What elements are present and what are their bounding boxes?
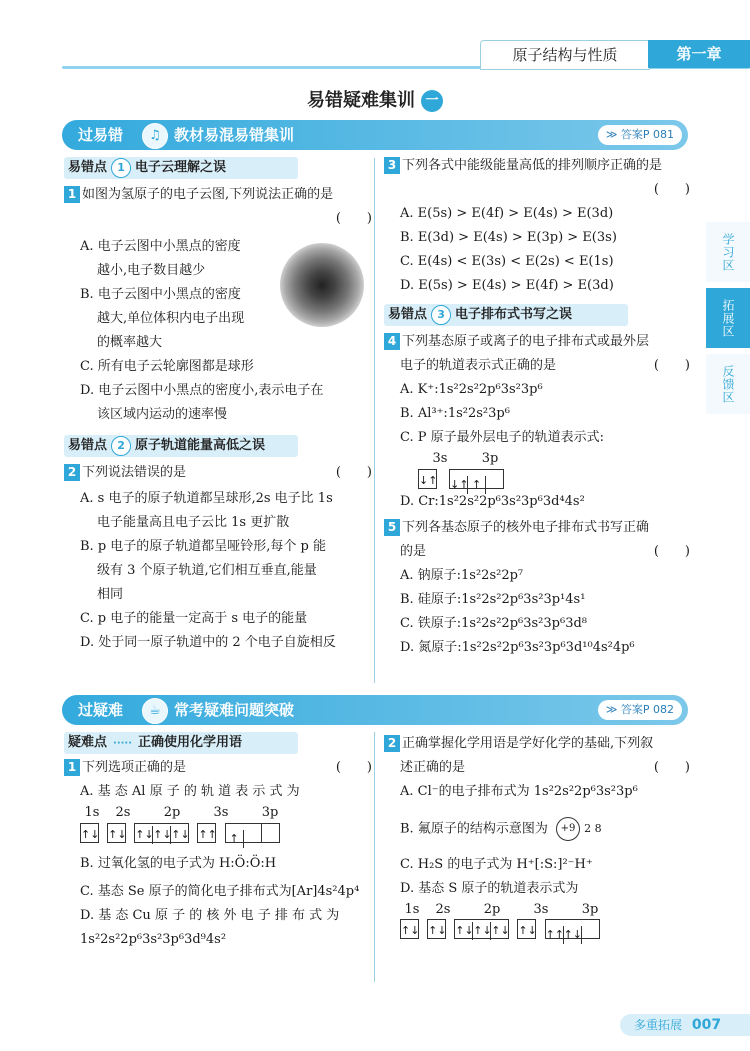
page-footer xyxy=(620,1014,750,1036)
option-c[interactable]: C. 基态 Se 原子的简化电子排布式为[Ar]4s²4p⁴ xyxy=(80,884,360,899)
q2-bracket[interactable]: ( ) xyxy=(335,465,372,480)
q4-orbital-labels xyxy=(400,450,690,468)
orbital-cell: ↑↓ xyxy=(491,924,510,937)
orbital-cell: ↑↓ xyxy=(153,826,171,844)
q4-text: 下列基态原子或离子的电子排布式或最外层 xyxy=(402,334,650,349)
orbital-label: 2s xyxy=(435,901,451,917)
answer-page-link[interactable]: ≫ 答案P 081 xyxy=(598,125,682,145)
p2-stem xyxy=(384,732,690,756)
option-b-cont: 级有 3 个原子轨道,它们相互垂直,能量 xyxy=(97,563,317,578)
q2-text: 下列说法错误的是 xyxy=(82,465,187,480)
orbital-label: 3p xyxy=(581,901,599,917)
q3-bracket[interactable]: ( ) xyxy=(653,182,690,197)
orbital-cell xyxy=(244,824,262,842)
electron-cloud-image xyxy=(280,243,364,327)
topic-chip-difficulty xyxy=(64,732,298,754)
option-d[interactable]: D. 基态 S 原子的轨道表示式为 xyxy=(400,880,579,896)
right-column-lower xyxy=(384,732,690,941)
p1-options xyxy=(64,780,372,952)
chip-title: 正确使用化学用语 xyxy=(138,735,243,750)
q2-number: 2 xyxy=(64,464,80,481)
bar-tag: 过疑难 xyxy=(78,701,124,719)
option-a[interactable]: A. s 电子的原子轨道都呈球形,2s 电子比 1s xyxy=(80,491,333,506)
orbital-cell: ↑↓ xyxy=(564,926,582,944)
option-b-row xyxy=(400,812,690,847)
q1-stem xyxy=(64,183,372,207)
q5-stem2 xyxy=(384,540,690,564)
option-c[interactable]: C. H₂S 的电子式为 H⁺[:S:]²⁻H⁺ xyxy=(400,856,593,872)
option-d-cont: 该区域内运动的速率慢 xyxy=(97,407,228,422)
p2-number: 2 xyxy=(384,735,400,752)
option-a[interactable]: A. E(5s) > E(4f) > E(4s) > E(3d) xyxy=(400,206,614,221)
option-d[interactable]: D. Cr:1s²2s²2p⁶3s²3p⁶3d⁴4s² xyxy=(400,494,585,509)
p2-options xyxy=(384,780,690,941)
option-a[interactable]: A. Cl⁻的电子排布式为 1s²2s²2p⁶3s²3p⁶ xyxy=(400,784,638,799)
p1-text: 下列选项正确的是 xyxy=(82,760,187,775)
orbital-cell: ↓↑ xyxy=(450,476,468,494)
orbital-label: 3p xyxy=(261,805,279,820)
orbital-box-1s xyxy=(400,919,419,939)
option-d[interactable]: D. 处于同一原子轨道中的 2 个电子自旋相反 xyxy=(80,635,336,650)
option-c[interactable]: C. 铁原子:1s²2s²2p⁶3s²3p⁶3d⁸ xyxy=(400,616,588,631)
chip-number: 3 xyxy=(431,305,451,325)
q1-text: 如图为氢原子的电子云图,下列说法正确的是 xyxy=(82,187,334,202)
orbital-cell: ↑↓ xyxy=(108,827,127,841)
electron-shells: 2 8 xyxy=(584,822,602,835)
option-b[interactable]: B. 氟原子的结构示意图为 xyxy=(400,821,548,837)
chip-number: 1 xyxy=(111,158,131,178)
p2-orbital-labels xyxy=(400,901,690,919)
cup-icon: ☕ xyxy=(142,698,168,724)
option-a[interactable]: A. 基 态 Al 原 子 的 轨 道 表 示 式 为 xyxy=(80,784,300,799)
bell-icon: ♫ xyxy=(142,123,168,149)
option-a-cont: 越小,电子数目越少 xyxy=(97,263,206,278)
p1-stem xyxy=(64,756,372,780)
orbital-cell xyxy=(262,824,279,842)
q1-bracket[interactable]: ( ) xyxy=(335,211,372,226)
option-b-cont2: 的概率越大 xyxy=(97,335,163,350)
option-b-cont2: 相同 xyxy=(97,587,124,602)
column-divider xyxy=(374,732,375,982)
q5-number: 5 xyxy=(384,519,400,536)
orbital-label: 2p xyxy=(163,805,181,820)
orbital-cell: ↑ xyxy=(226,830,244,848)
orbital-label: 1s xyxy=(404,901,420,917)
orbital-cell: ↑↓ xyxy=(81,827,100,841)
page-title xyxy=(0,86,750,112)
orbital-cell: ↓↑ xyxy=(419,473,438,487)
chip-label: 易错点 xyxy=(68,160,108,175)
option-b-cont: 越大,单位体积内电子出现 xyxy=(97,311,245,326)
orbital-cell: ↑↓ xyxy=(518,924,537,937)
orbital-cell xyxy=(582,920,599,938)
bar-tag: 过易错 xyxy=(78,126,124,144)
option-a-cont: 电子能量高且电子云比 1s 更扩散 xyxy=(97,515,290,530)
q5-options xyxy=(384,564,690,660)
option-b[interactable]: B. E(3d) > E(4s) > E(3p) > E(3s) xyxy=(400,230,617,245)
section-bar-difficulties xyxy=(62,695,688,725)
page-number: 007 xyxy=(691,1017,722,1033)
q5-stem xyxy=(384,516,690,540)
option-b[interactable]: B. 电子云图中小黑点的密度 xyxy=(80,287,241,302)
chip-label: 易错点 xyxy=(388,307,428,322)
p2-stem2 xyxy=(384,756,690,780)
q4-text-cont: 电子的轨道表示式正确的是 xyxy=(400,358,557,373)
column-divider xyxy=(374,158,375,683)
orbital-box-3p xyxy=(545,919,600,939)
orbital-box-2p xyxy=(454,919,509,939)
side-tab-study[interactable]: 学习区 xyxy=(706,222,750,282)
q4-options xyxy=(384,378,690,514)
q2-options xyxy=(64,487,372,655)
option-c[interactable]: C. 所有电子云轮廓图都是球形 xyxy=(80,359,254,374)
p1-orbital-labels xyxy=(80,804,372,822)
orbital-cell: ↑↓ xyxy=(135,826,153,844)
atomic-nucleus: +9 xyxy=(556,817,580,841)
left-column-lower xyxy=(64,732,372,952)
chapter-label: 第一章 xyxy=(648,40,750,68)
orbital-box-3p xyxy=(225,823,280,843)
orbital-label: 2p xyxy=(483,901,501,917)
orbital-box-1s xyxy=(80,823,99,843)
side-tab-feedback[interactable]: 反馈区 xyxy=(706,354,750,414)
orbital-cell: ↑ xyxy=(468,476,486,494)
orbital-box-2s xyxy=(107,823,126,843)
option-c[interactable]: C. E(4s) < E(3s) < E(2s) < E(1s) xyxy=(400,254,614,269)
side-tab-extend[interactable]: 拓展区 xyxy=(706,288,750,348)
q4-number: 4 xyxy=(384,333,400,350)
option-b[interactable]: B. 过氧化氢的电子式为 H:Ö:Ö:H xyxy=(80,856,277,871)
orbital-cell: ↑↓ xyxy=(455,922,473,940)
orbital-cell: ↑↓ xyxy=(428,924,447,937)
p1-number: 1 xyxy=(64,759,80,776)
q3-number: 3 xyxy=(384,157,400,174)
orbital-cell: ↑↓ xyxy=(401,924,420,937)
option-d[interactable]: D. 氮原子:1s²2s²2p⁶3s²3p⁶3d¹⁰4s²4p⁶ xyxy=(400,640,635,655)
orbital-box-2p xyxy=(134,823,189,843)
p2-text-cont: 述正确的是 xyxy=(400,760,466,775)
chip-title: 电子排布式书写之误 xyxy=(455,307,573,322)
left-column xyxy=(64,157,372,655)
orbital-box-3s xyxy=(517,919,536,939)
orbital-box-3p xyxy=(449,469,504,489)
orbital-cell xyxy=(486,470,503,488)
bar-subtitle: 教材易混易错集训 xyxy=(174,126,295,144)
q5-text-cont: 的是 xyxy=(400,544,427,559)
p1-orbital-diagram xyxy=(80,822,372,844)
orbital-box-3s xyxy=(197,823,216,843)
option-c[interactable]: C. P 原子最外层电子的轨道表示式: xyxy=(400,430,605,445)
option-b[interactable]: B. Al³⁺:1s²2s²3p⁶ xyxy=(400,406,510,421)
p2-text: 正确掌握化学用语是学好化学的基础,下列叙 xyxy=(402,736,654,751)
chip-title: 原子轨道能量高低之误 xyxy=(135,438,266,453)
orbital-cell: ↑↓ xyxy=(473,922,491,940)
title-number-badge: 一 xyxy=(421,90,443,112)
p1-bracket[interactable]: ( ) xyxy=(335,760,372,775)
q5-text: 下列各基态原子的核外电子排布式书写正确 xyxy=(402,520,650,535)
q3-text: 下列各式中能级能量高低的排列顺序正确的是 xyxy=(402,158,663,173)
orbital-label: 3p xyxy=(481,451,499,466)
orbital-label: 3s xyxy=(533,901,549,917)
chip-label: 易错点 xyxy=(68,438,108,453)
option-a[interactable]: A. 钠原子:1s²2s²2p⁷ xyxy=(400,568,524,583)
section-title: 原子结构与性质 xyxy=(480,40,650,70)
orbital-box-3s xyxy=(418,469,437,489)
bar-subtitle: 常考疑难问题突破 xyxy=(174,701,295,719)
orbital-cell: ↑↓ xyxy=(171,827,190,841)
orbital-cell: ↑↑ xyxy=(198,827,217,841)
q4-orbital-diagram xyxy=(400,468,690,490)
chip-number: 2 xyxy=(111,436,131,456)
option-a[interactable]: A. K⁺:1s²2s²2p⁶3s²3p⁶ xyxy=(400,382,543,397)
p2-orbital-diagram xyxy=(400,919,690,941)
option-a[interactable]: A. 电子云图中小黑点的密度 xyxy=(80,239,241,254)
q5-bracket[interactable]: ( ) xyxy=(653,544,690,559)
right-column xyxy=(384,154,690,660)
orbital-cell: ↑↑ xyxy=(546,926,564,944)
topic-chip-2 xyxy=(64,435,298,457)
option-d[interactable]: D. E(5s) > E(4s) > E(4f) > E(3d) xyxy=(400,278,614,293)
topic-chip-3 xyxy=(384,304,628,326)
option-d-cont: 1s²2s²2p⁶3s²3p⁶3d⁹4s² xyxy=(80,932,227,947)
q4-stem2 xyxy=(384,354,690,378)
q3-stem xyxy=(384,154,690,178)
option-b[interactable]: B. 硅原子:1s²2s²2p⁶3s²3p¹4s¹ xyxy=(400,592,586,607)
page-title-text: 易错疑难集训 xyxy=(307,90,415,111)
option-d[interactable]: D. 电子云图中小黑点的密度小,表示电子在 xyxy=(80,383,324,398)
orbital-label: 1s xyxy=(84,805,100,820)
orbital-label: 3s xyxy=(213,805,229,820)
answer-page-link[interactable]: ≫ 答案P 082 xyxy=(598,700,682,720)
chip-title: 电子云理解之误 xyxy=(135,160,227,175)
topic-chip-1 xyxy=(64,157,298,179)
option-d[interactable]: D. 基 态 Cu 原 子 的 核 外 电 子 排 布 式 为 xyxy=(80,908,340,923)
q2-stem xyxy=(64,461,372,485)
chip-label: 疑难点 xyxy=(68,735,108,750)
option-c[interactable]: C. p 电子的能量一定高于 s 电子的能量 xyxy=(80,611,308,626)
chip-dots: ····· xyxy=(113,738,133,749)
orbital-label: 3s xyxy=(432,451,448,466)
q4-bracket[interactable]: ( ) xyxy=(653,358,690,373)
section-bar-mistakes xyxy=(62,120,688,150)
option-b[interactable]: B. p 电子的原子轨道都呈哑铃形,每个 p 能 xyxy=(80,539,326,554)
footer-label: 多重拓展 xyxy=(634,1018,683,1032)
orbital-label: 2s xyxy=(115,805,131,820)
p2-bracket[interactable]: ( ) xyxy=(653,760,690,775)
q1-number: 1 xyxy=(64,186,80,203)
q4-stem xyxy=(384,330,690,354)
orbital-box-2s xyxy=(427,919,446,939)
q3-options xyxy=(384,202,690,298)
